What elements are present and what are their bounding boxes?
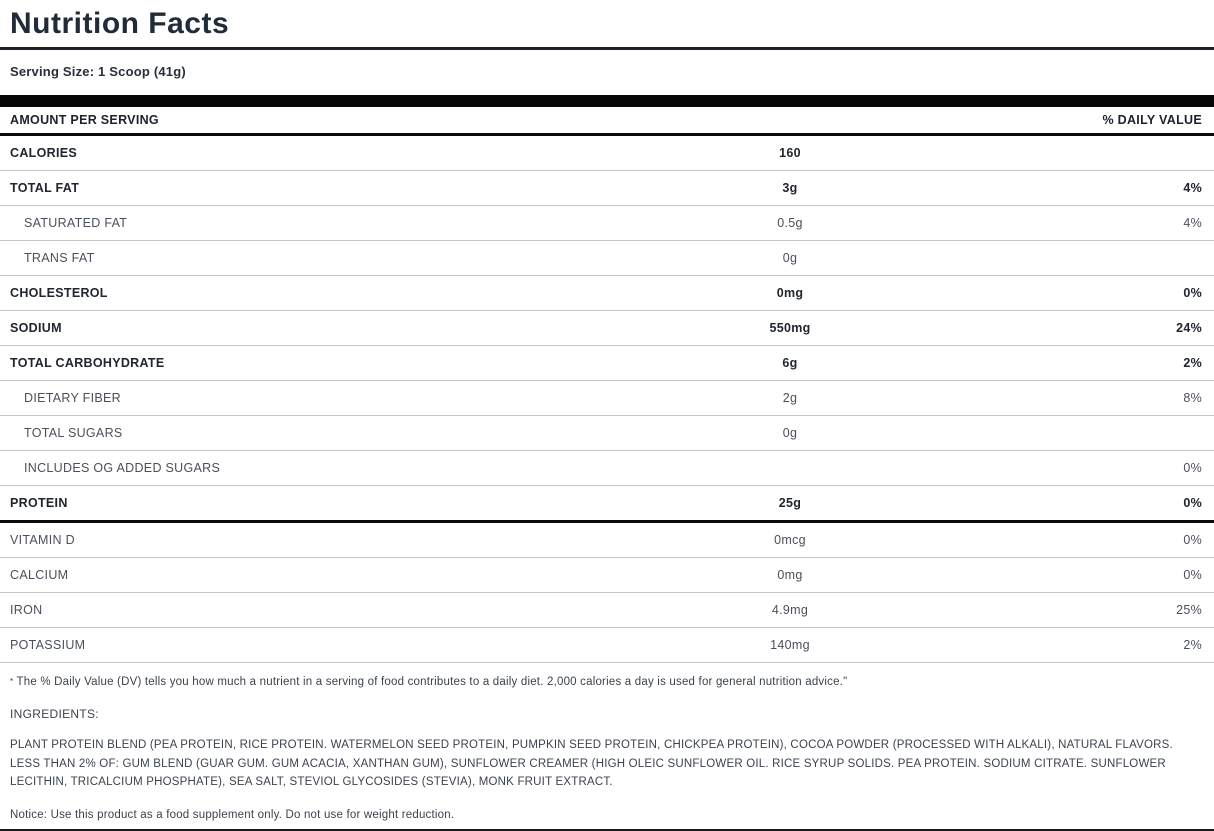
nutrient-name: POTASSIUM: [10, 638, 86, 652]
serving-size: Serving Size: 1 Scoop (41g): [10, 64, 186, 79]
nutrient-amount: 140mg: [770, 638, 810, 652]
panel-title: Nutrition Facts: [10, 7, 230, 40]
nutrient-daily-value: 4%: [1183, 216, 1202, 230]
nutrient-row: [0, 206, 1214, 241]
nutrient-row: [0, 276, 1214, 311]
nutrient-amount: 4.9mg: [771, 603, 809, 617]
nutrient-row: [0, 311, 1214, 346]
nutrient-amount: 0mcg: [774, 533, 806, 547]
nutrient-row: [0, 136, 1214, 171]
section-divider-bar: [0, 95, 1214, 107]
nutrient-amount: 160: [779, 146, 801, 160]
nutrient-name: CHOLESTEROL: [10, 286, 108, 300]
nutrient-daily-value: 24%: [1176, 321, 1202, 335]
notice-text: Notice: Use this product as a food supplement only. Do not use for weight reduction.: [10, 808, 455, 821]
footnote-marker: *: [10, 677, 14, 686]
nutrient-amount: 3g: [782, 181, 798, 195]
footnote-text: The % Daily Value (DV) tells you how much a nutrient in a serving of food contributes to a daily diet. 2,000 calories a day is used for general nutrition advice.": [16, 676, 848, 688]
nutrient-name: INCLUDES OG ADDED SUGARS: [24, 461, 221, 475]
nutrient-daily-value: 2%: [1183, 356, 1202, 370]
nutrient-name: VITAMIN D: [10, 533, 75, 547]
nutrient-row: [0, 593, 1214, 628]
nutrient-rows: [0, 136, 1214, 663]
nutrient-name: TRANS FAT: [24, 251, 95, 265]
ingredients-label: INGREDIENTS:: [10, 707, 99, 721]
nutrient-amount: 0mg: [777, 568, 803, 582]
nutrient-row: [0, 628, 1214, 663]
nutrient-row: [0, 558, 1214, 593]
nutrient-daily-value: 4%: [1183, 181, 1202, 195]
nutrient-name: CALCIUM: [10, 568, 69, 582]
nutrient-row: [0, 381, 1214, 416]
nutrient-row: [0, 171, 1214, 206]
nutrient-amount: 0g: [782, 426, 798, 440]
nutrient-daily-value: 0%: [1183, 496, 1202, 510]
nutrient-row: [0, 416, 1214, 451]
ingredients-text: PLANT PROTEIN BLEND (PEA PROTEIN, RICE PROTEIN. WATERMELON SEED PROTEIN, PUMPKIN SEED PROTEIN, CHICKPEA PROTEIN), COCOA POWDER (PROCESSED WITH ALKALI), NATURAL FLAVORS. LESS THAN 2% OF: GUM BLEND (GUAR GUM. GUM ACACIA, XANTHAN GUM), SUNFLOWER CREAMER (HIGH OLEIC SUNFLOWER OIL. RICE SYRUP SOLIDS. PEA PROTEIN. SODIUM CITRATE. SUNFLOWER LECITHIN, TRICALCIUM PHOSPHATE), SEA SALT, STEVIOL GLYCOSIDES (STEVIA), MONK FRUIT EXTRACT.: [10, 739, 1173, 788]
nutrient-amount: 0mg: [776, 286, 804, 300]
nutrient-name: SODIUM: [10, 321, 62, 335]
nutrient-name: PROTEIN: [10, 496, 68, 510]
nutrient-name: TOTAL FAT: [10, 181, 80, 195]
bottom-divider: [0, 829, 1214, 831]
nutrient-name: SATURATED FAT: [24, 216, 128, 230]
nutrient-daily-value: 0%: [1183, 286, 1202, 300]
nutrient-amount: 2g: [782, 391, 798, 405]
nutrient-name: DIETARY FIBER: [24, 391, 121, 405]
daily-value-header: % DAILY VALUE: [1102, 113, 1202, 127]
nutrient-row: [0, 451, 1214, 486]
nutrient-amount: 550mg: [769, 321, 811, 335]
nutrient-row: [0, 241, 1214, 276]
amount-per-serving-header: AMOUNT PER SERVING: [10, 113, 159, 127]
daily-value-footnote: [0, 663, 1214, 688]
nutrient-name: IRON: [10, 603, 43, 617]
nutrient-daily-value: 0%: [1183, 461, 1202, 475]
nutrient-amount: 0g: [782, 251, 798, 265]
nutrient-name: TOTAL CARBOHYDRATE: [10, 356, 165, 370]
nutrient-daily-value: 0%: [1183, 533, 1202, 547]
nutrient-row: [0, 346, 1214, 381]
nutrient-row: [0, 523, 1214, 558]
nutrient-row: [0, 486, 1214, 523]
nutrient-amount: 25g: [778, 496, 802, 510]
nutrient-amount: 6g: [782, 356, 798, 370]
nutrient-daily-value: 8%: [1183, 391, 1202, 405]
nutrient-daily-value: 25%: [1176, 603, 1202, 617]
nutrient-daily-value: 0%: [1183, 568, 1202, 582]
nutrient-daily-value: 2%: [1183, 638, 1202, 652]
nutrient-name: TOTAL SUGARS: [24, 426, 123, 440]
nutrient-name: CALORIES: [10, 146, 77, 160]
column-header-row: [0, 107, 1214, 136]
nutrient-amount: 0.5g: [777, 216, 803, 230]
